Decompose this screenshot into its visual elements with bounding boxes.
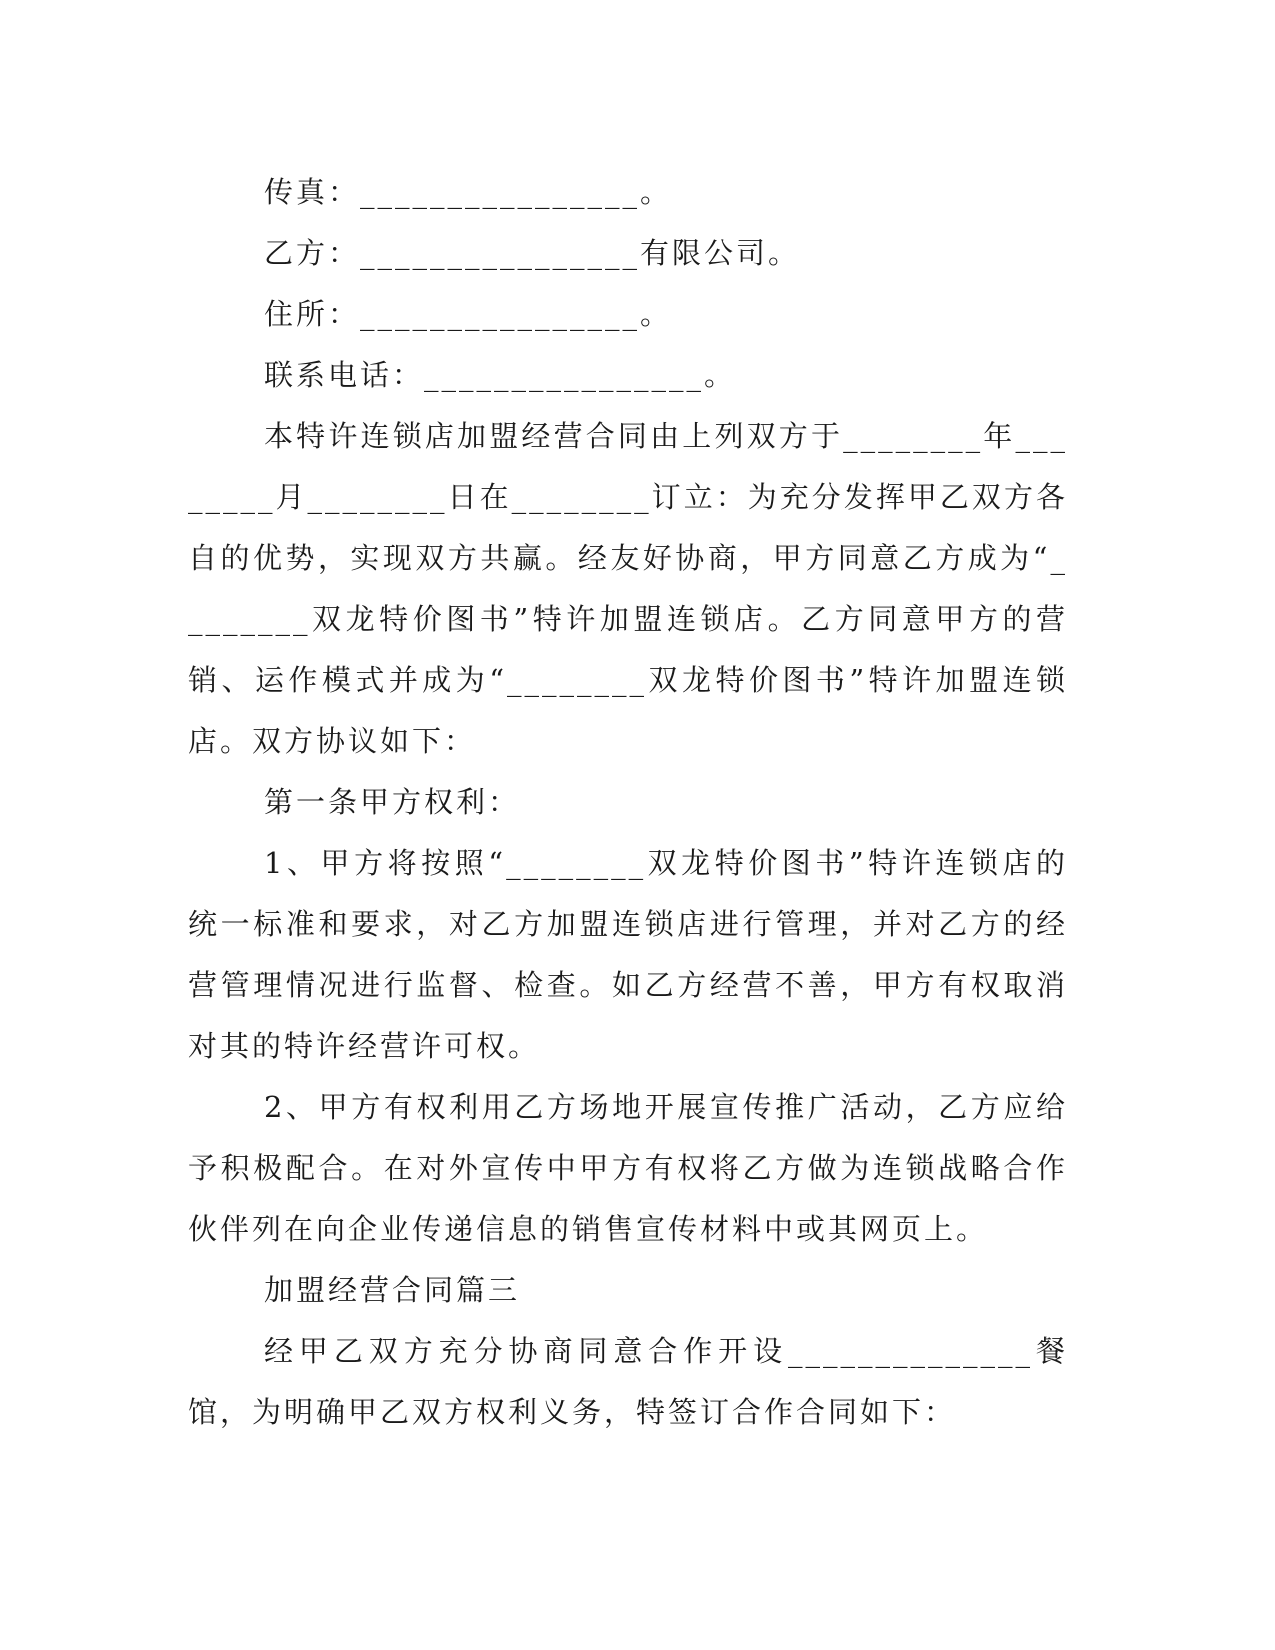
article-one-heading: 第一条甲方权利： [264, 785, 521, 819]
section-three-intro-paragraph: 经甲乙双方充分协商同意合作开设______________餐馆，为明确甲乙双方权利义务，特签订合作合同如下： [188, 1334, 1068, 1429]
clause-2-paragraph: 2、甲方有权利用乙方场地开展宣传推广活动，乙方应给予积极配合。在对外宣传中甲方有权将乙方做为连锁战略合作伙伴列在向企业传递信息的销售宣传材料中或其网页上。 [188, 1090, 1068, 1246]
section-three-heading: 加盟经营合同篇三 [264, 1273, 521, 1307]
contract-intro-paragraph: 本特许连锁店加盟经营合同由上列双方于________年________月________日在________订立：为充分发挥甲乙双方各自的优势，实现双方共赢。经友好协商，甲方同意乙方成为“________双龙特价图书”特许加盟连锁店。乙方同意甲方的营销、运作模式并成为“________双龙特价图书”特许加盟连锁店。双方协议如下： [188, 419, 1068, 758]
fax-line: 传真：________________。 [264, 175, 673, 209]
clause-1-paragraph: 1、甲方将按照“________双龙特价图书”特许连锁店的统一标准和要求，对乙方加盟连锁店进行管理，并对乙方的经营管理情况进行监督、检查。如乙方经营不善，甲方有权取消对其的特许经营许可权。 [188, 846, 1068, 1063]
party-b-line: 乙方：________________有限公司。 [264, 236, 801, 270]
document-body [188, 162, 1068, 1443]
address-line: 住所：________________。 [264, 297, 673, 331]
phone-line: 联系电话：________________。 [264, 358, 737, 392]
